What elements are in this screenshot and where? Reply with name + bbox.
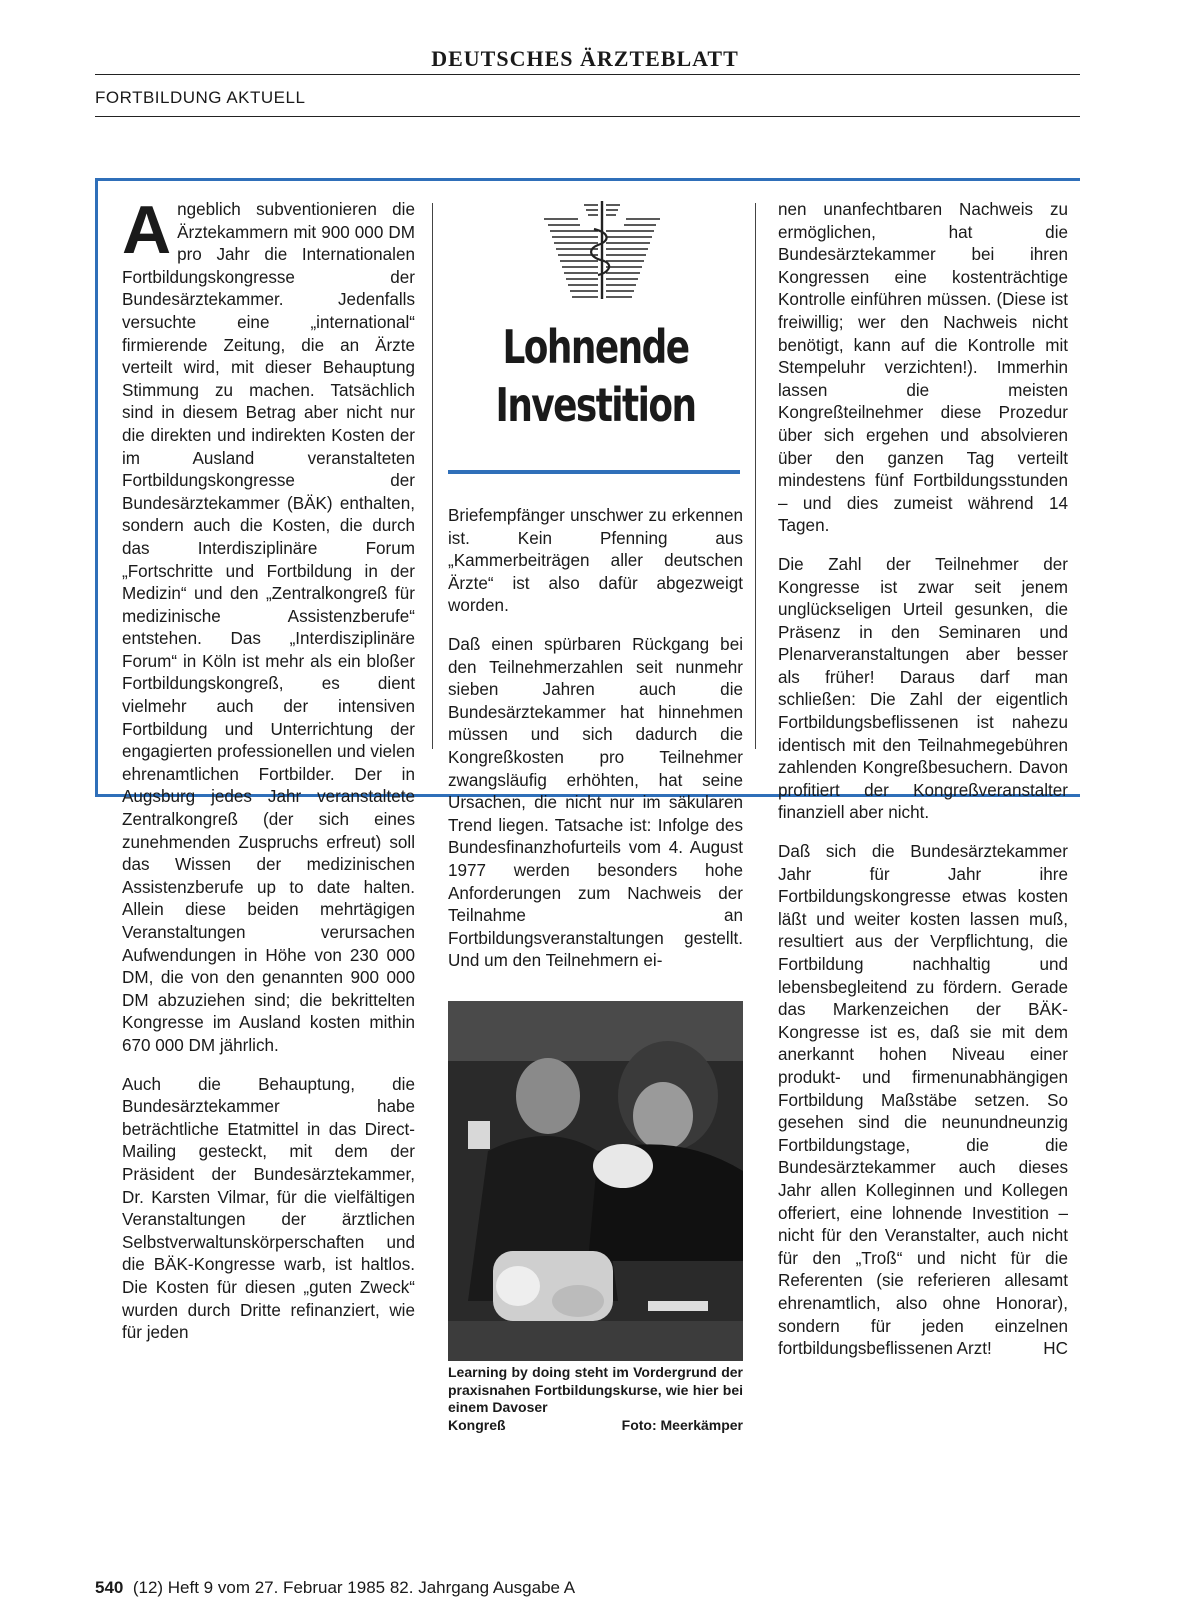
headline-underline: [448, 470, 740, 474]
column-divider-1: [432, 203, 433, 749]
drop-cap: A: [122, 192, 172, 268]
column-divider-2: [755, 203, 756, 749]
paragraph-5: nen unanfechtbaren Nachweis zu ermöglichen, hat die Bundesärztekammer bei ihren Kongressen eine kostenträchtige Kontrolle einführen müssen. (Diese ist freiwillig; wer den Nachweis nicht benötigt, kann auf die Kontrolle mit Stempeluhr verzichten!). Immerhin lassen die meisten Kongreßteilnehmer diese Prozedur über sich ergehen und absolvieren über den ganzen Tag verteilt mindestens fünf Fortbildungsstunden – und dies zumeist während 14 Tagen.: [778, 200, 1068, 536]
masthead-rule: [95, 74, 1080, 75]
aesculapian-staff-crown-logo: [542, 195, 662, 307]
paragraph-1: [122, 192, 415, 1058]
caption-last-line: [448, 1417, 743, 1435]
article-column-3: [778, 199, 1068, 1377]
paragraph-7-text: Daß sich die Bundesärztekammer Jahr für Jahr ihre Fortbildungskongresse etwas kosten läßt und weiter kosten lassen muß, resultiert aus der Verpflichtung, die Fortbildung nachhaltig und lebensbegleitend zu fördern. Gerade das Markenzeichen der BÄK-Kongresse ist es, daß sie mit dem anerkannt hohen Niveau einer produkt- und firmenunabhängigen Fortbildung Maßstäbe setzen. So gesehen sind die neunundneunzig Fortbildungstage, die die Bundesärztekammer auch dieses Jahr allen Kolleginnen und Kollegen offeriert, eine lohnende Investition – nicht für den Veranstalter, auch nicht für den „Troß“ und nicht für die Referenten (sie referieren allesamt ehrenamtlich, also ohne Honorar), sondern für jeden einzelnen fortbildungsbeflissenen Arzt!: [778, 842, 1068, 1359]
article-column-1: [122, 192, 415, 1361]
paragraph-1-text: ngeblich subventionieren die Ärztekammern mit 900 000 DM pro Jahr die Internationalen Fortbildungskongresse der Bundesärztekammer. Jedenfalls versuchte eine „international“ firmierende Zeitung, die an Ärzte verteilt wird, mit dieser Behauptung Stimmung zu machen. Tatsächlich sind in diesem Betrag aber nicht nur die direkten und indirekten Kosten der im Ausland veranstalteten Fortbildungskongresse der Bundesärztekammer (BÄK) enthalten, sondern auch die Kosten, die durch das Interdisziplinäre Forum „Fortschritte und Fortbildung in der Medizin“ und den „Zentralkongreß für medizinische Assistenzberufe“ entstehen. Das „Interdisziplinäre Forum“ in Köln ist mehr als ein bloßer Fortbildungskongreß, es dient vielmehr auch der intensiven Fortbildung und Unterrichtung der engagierten professionellen und vielen ehrenamtlichen Fortbilder. Der in Augsburg jedes Jahr veranstaltete Zentralkongreß (der sich eines zunehmenden Zuspruchs erfreut) soll das Wissen der medizinischen Assistenzberufe up to date halten. Allein diese beiden mehrtägigen Veranstaltungen verursachen Aufwendungen in Höhe von 230 000 DM, die von den genannten 900 000 DM abzuziehen sind; die bekrittelten Kongresse im Ausland kosten mithin 670 000 DM jährlich.: [122, 200, 415, 1055]
issue-info: (12) Heft 9 vom 27. Februar 1985 82. Jahrgang Ausgabe A: [132, 1578, 576, 1597]
paragraph-6: Die Zahl der Teilnehmer der Kongresse ist zwar seit jenem unglückseligen Urteil gesunken, die Präsenz in den Seminaren und Plenarveranstaltungen aber besser als früher! Daraus darf man schließen: Die Zahl der eigentlich Fortbildungsbeflissenen ist nahezu identisch mit den Teilnahmegebühren zahlenden Kongreßbesuchern. Davon profitiert der Kongreßveranstalter finanziell aber nicht.: [778, 554, 1068, 823]
page-footer: [95, 1578, 575, 1598]
photo-credit: Foto: Meerkämper: [621, 1416, 743, 1433]
paragraph-4: Daß einen spürbaren Rückgang bei den Teilnehmerzahlen seit nunmehr sieben Jahren auch die Bundesärztekammer hat hinnehmen müssen und sich dadurch die Kongreßkosten pro Teilnehmer zwangsläufig erhöhten, hat seine Ursachen, die nicht nur im säkularen Trend liegen. Tatsache ist: Infolge des Bundesfinanzhofurteils vom 4. August 1977 werden besonders hohe Anforderungen zum Nachweis der Teilnahme an Fortbildungsveranstaltungen gestellt. Und um den Teilnehmern ei-: [448, 634, 743, 971]
section-rule: [95, 116, 1080, 117]
headline: [480, 318, 710, 434]
page-number: 540: [95, 1578, 124, 1597]
frame-left-border: [95, 178, 98, 797]
masthead: DEUTSCHES ÄRZTEBLATT: [431, 46, 739, 71]
article-column-2: [448, 505, 743, 989]
paragraph-2: Auch die Behauptung, die Bundesärztekammer habe beträchtliche Etatmittel in das Direct-Mailing gesteckt, mit dem der Präsident der Bundesärztekammer, Dr. Karsten Vilmar, für die vielfältigen Veranstaltungen der ärztlichen Selbstverwaltunskörperschaften und die BÄK-Kongresse warb, ist haltlos. Die Kosten für diesen „guten Zweck“ wurden durch Dritte refinanziert, wie für jeden: [122, 1074, 415, 1343]
photo-caption: [448, 1364, 743, 1434]
headline-line-1: Lohnende: [502, 320, 689, 374]
frame-top-border: [95, 178, 1080, 181]
headline-line-2: Investition: [495, 378, 696, 432]
paragraph-3: Briefempfänger unschwer zu erkennen ist. Kein Pfenning aus „Kammerbeiträgen aller deutschen Ärzte“ ist also dafür abgezweigt worden.: [448, 506, 743, 616]
photo-microscope-course: [448, 1001, 743, 1361]
caption-last-word: Kongreß: [448, 1416, 506, 1433]
caption-text: Learning by doing steht im Vordergrund der praxisnahen Fortbildungskurse, wie hier bei einem Davoser: [448, 1364, 743, 1415]
section-label: FORTBILDUNG AKTUELL: [95, 88, 306, 107]
author-signature: HC: [1043, 1339, 1068, 1359]
paragraph-7: [778, 841, 1068, 1361]
